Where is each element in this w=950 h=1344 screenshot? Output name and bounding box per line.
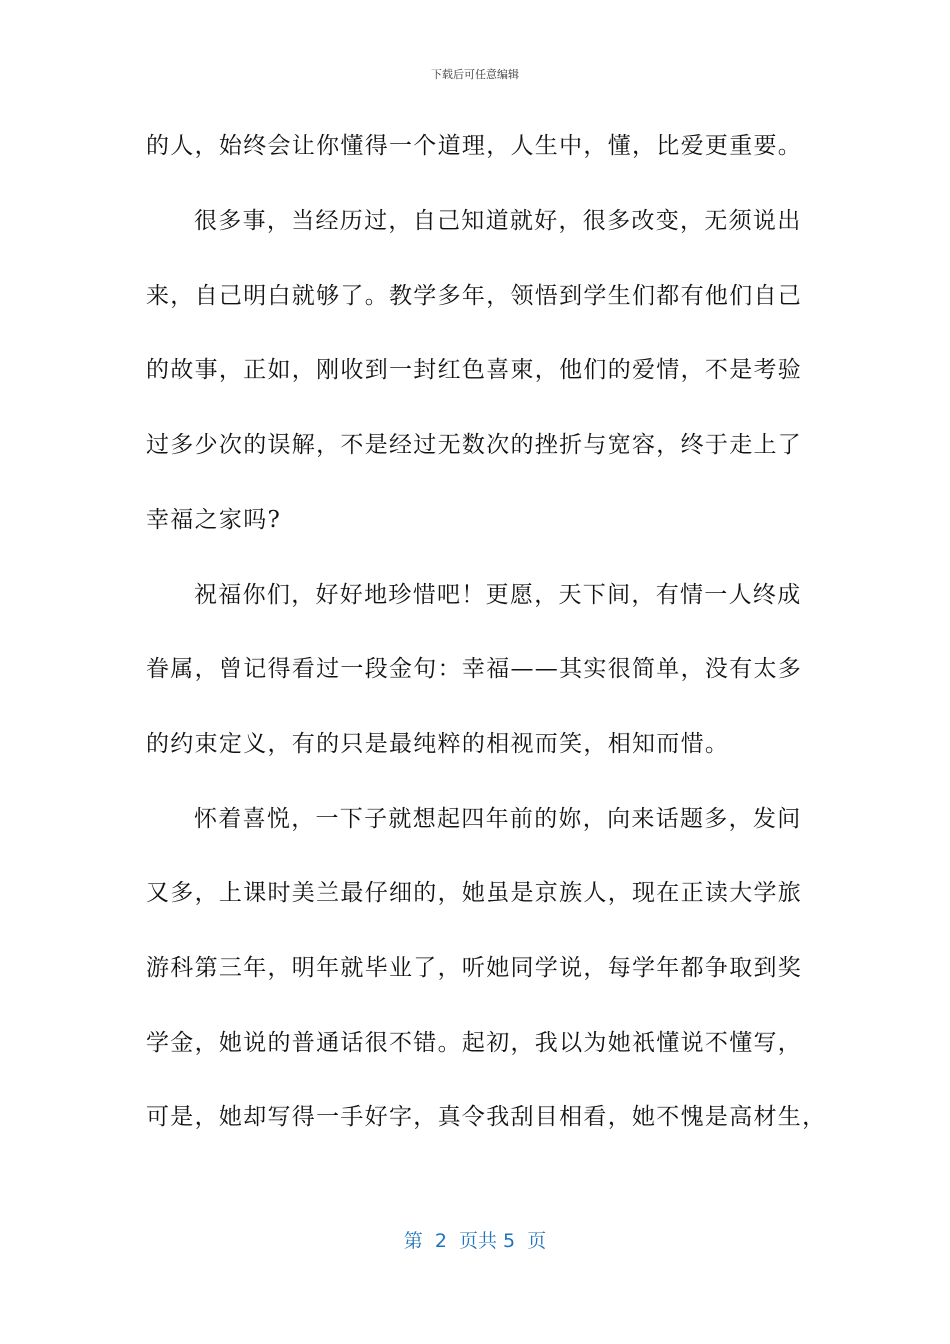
page-header: 下载后可任意编辑: [431, 68, 519, 81]
text-line: 的约束定义，有的只是最纯粹的相视而笑，相知而惜。: [146, 731, 730, 757]
text-line: 可是，她却写得一手好字，真令我刮目相看，她不愧是高材生，: [146, 1104, 827, 1130]
text-line: 的故事，正如，刚收到一封红色喜柬，他们的爱情，不是考验: [146, 357, 803, 383]
paragraph-first-line: 怀着喜悦，一下子就想起四年前的妳，向来话题多，发问: [194, 806, 802, 832]
text-line: 来，自己明白就够了。教学多年，领悟到学生们都有他们自己: [146, 283, 803, 309]
text-line: 游科第三年，明年就毕业了，听她同学说，每学年都争取到奖: [146, 955, 803, 981]
paragraph-first-line: 很多事，当经历过，自己知道就好，很多改变，无须说出: [194, 208, 802, 234]
text-line: 眷属，曾记得看过一段金句：幸福——其实很简单，没有太多: [146, 656, 803, 682]
text-line: 的人，始终会让你懂得一个道理，人生中，懂，比爱更重要。: [146, 133, 803, 159]
paragraph-first-line: 祝福你们，好好地珍惜吧！更愿，天下间，有情一人终成: [194, 582, 802, 608]
text-line: 又多，上课时美兰最仔细的，她虽是京族人，现在正读大学旅: [146, 880, 803, 906]
text-line: 过多少次的误解，不是经过无数次的挫折与宽容，终于走上了: [146, 432, 803, 458]
page-number-footer: 第 2 页共 5 页: [403, 1230, 547, 1252]
text-line: 幸福之家吗?: [146, 507, 282, 533]
text-line: 学金，她说的普通话很不错。起初，我以为她祇懂说不懂写，: [146, 1030, 803, 1056]
